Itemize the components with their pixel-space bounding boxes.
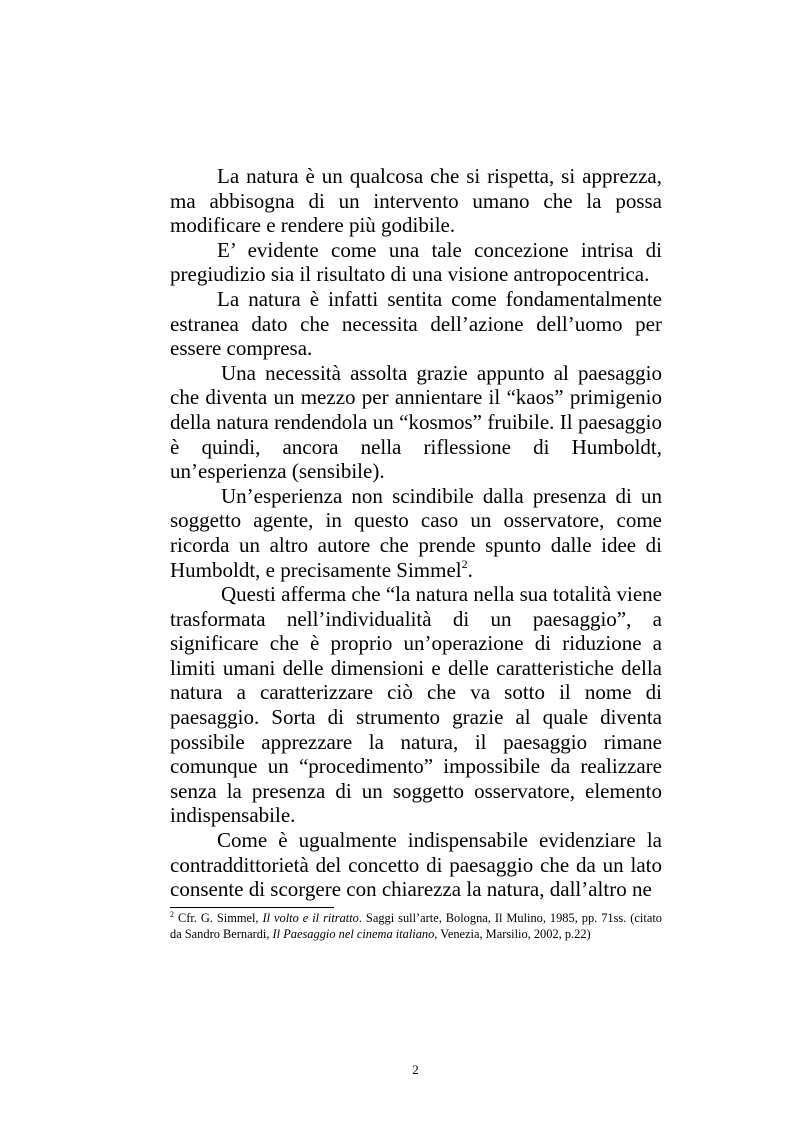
footnote-reference: 2 <box>461 556 468 571</box>
footnote-text-1: Cfr. G. Simmel, <box>174 911 263 925</box>
footnote-text-3: , Venezia, Marsilio, 2002, p.22) <box>434 926 591 941</box>
footnote-title-2: Il Paesaggio nel cinema italiano <box>272 926 435 941</box>
paragraph-5 <box>170 484 662 582</box>
paragraph-1: La natura è un qualcosa che si rispetta, si apprezza, ma abbisogna di un intervento umano che la possa modificare e rendere più godibile. <box>170 164 662 238</box>
footnote-separator <box>170 907 334 908</box>
footnote-number: 2 <box>170 910 174 919</box>
paragraph-4: Una necessità assolta grazie appunto al paesaggio che diventa un mezzo per annientare il “kaos” primigenio della natura rendendola un “kosmos” fruibile. Il paesaggio è quindi, ancora nella riflessione di Humboldt, un’esperienza (sensibile). <box>170 360 662 484</box>
footnote-title-1: Il volto e il ritratto <box>262 911 359 925</box>
paragraph-5-end: . <box>467 557 473 582</box>
paragraph-3: La natura è infatti sentita come fondamentalmente estranea dato che necessita dell’azione dell’uomo per essere compresa. <box>170 286 662 361</box>
paragraph-2: E’ evidente come una tale concezione intrisa di pregiudizio sia il risultato di una visione antropocentrica. <box>170 237 662 287</box>
paragraph-6: Questi afferma che “la natura nella sua totalità viene trasformata nell’individualità di un paesaggio”, a significare che è proprio un’operazione di riduzione a limiti umani delle dimensioni e delle caratteristiche della natura a caratterizzare ciò che va sotto il nome di paesaggio. Sorta di strumento grazie al quale diventa possibile apprezzare la natura, il paesaggio rimane comunque un “procedimento” impossibile da realizzare senza la presenza di un soggetto osservatore, elemento indispensabile. <box>170 582 662 828</box>
footnote <box>170 911 662 942</box>
footnote-text-2: . Saggi sull’arte, Bologna, Il Mulino, 1985, pp. 71ss. (citato da Sandro Bernardi, <box>170 911 662 941</box>
page-number: 2 <box>412 1062 419 1077</box>
paragraph-5-text: Un’esperienza non scindibile dalla presenza di un soggetto agente, in questo caso un osservatore, come ricorda un altro autore che prende spunto dalle idee di Humboldt, e precisamente Simmel <box>170 483 662 582</box>
body-text <box>170 164 662 902</box>
paragraph-7: Come è ugualmente indispensabile evidenziare la contraddittorietà del concetto di paesaggio che da un lato consente di scorgere con chiarezza la natura, dall’altro ne <box>170 828 662 902</box>
